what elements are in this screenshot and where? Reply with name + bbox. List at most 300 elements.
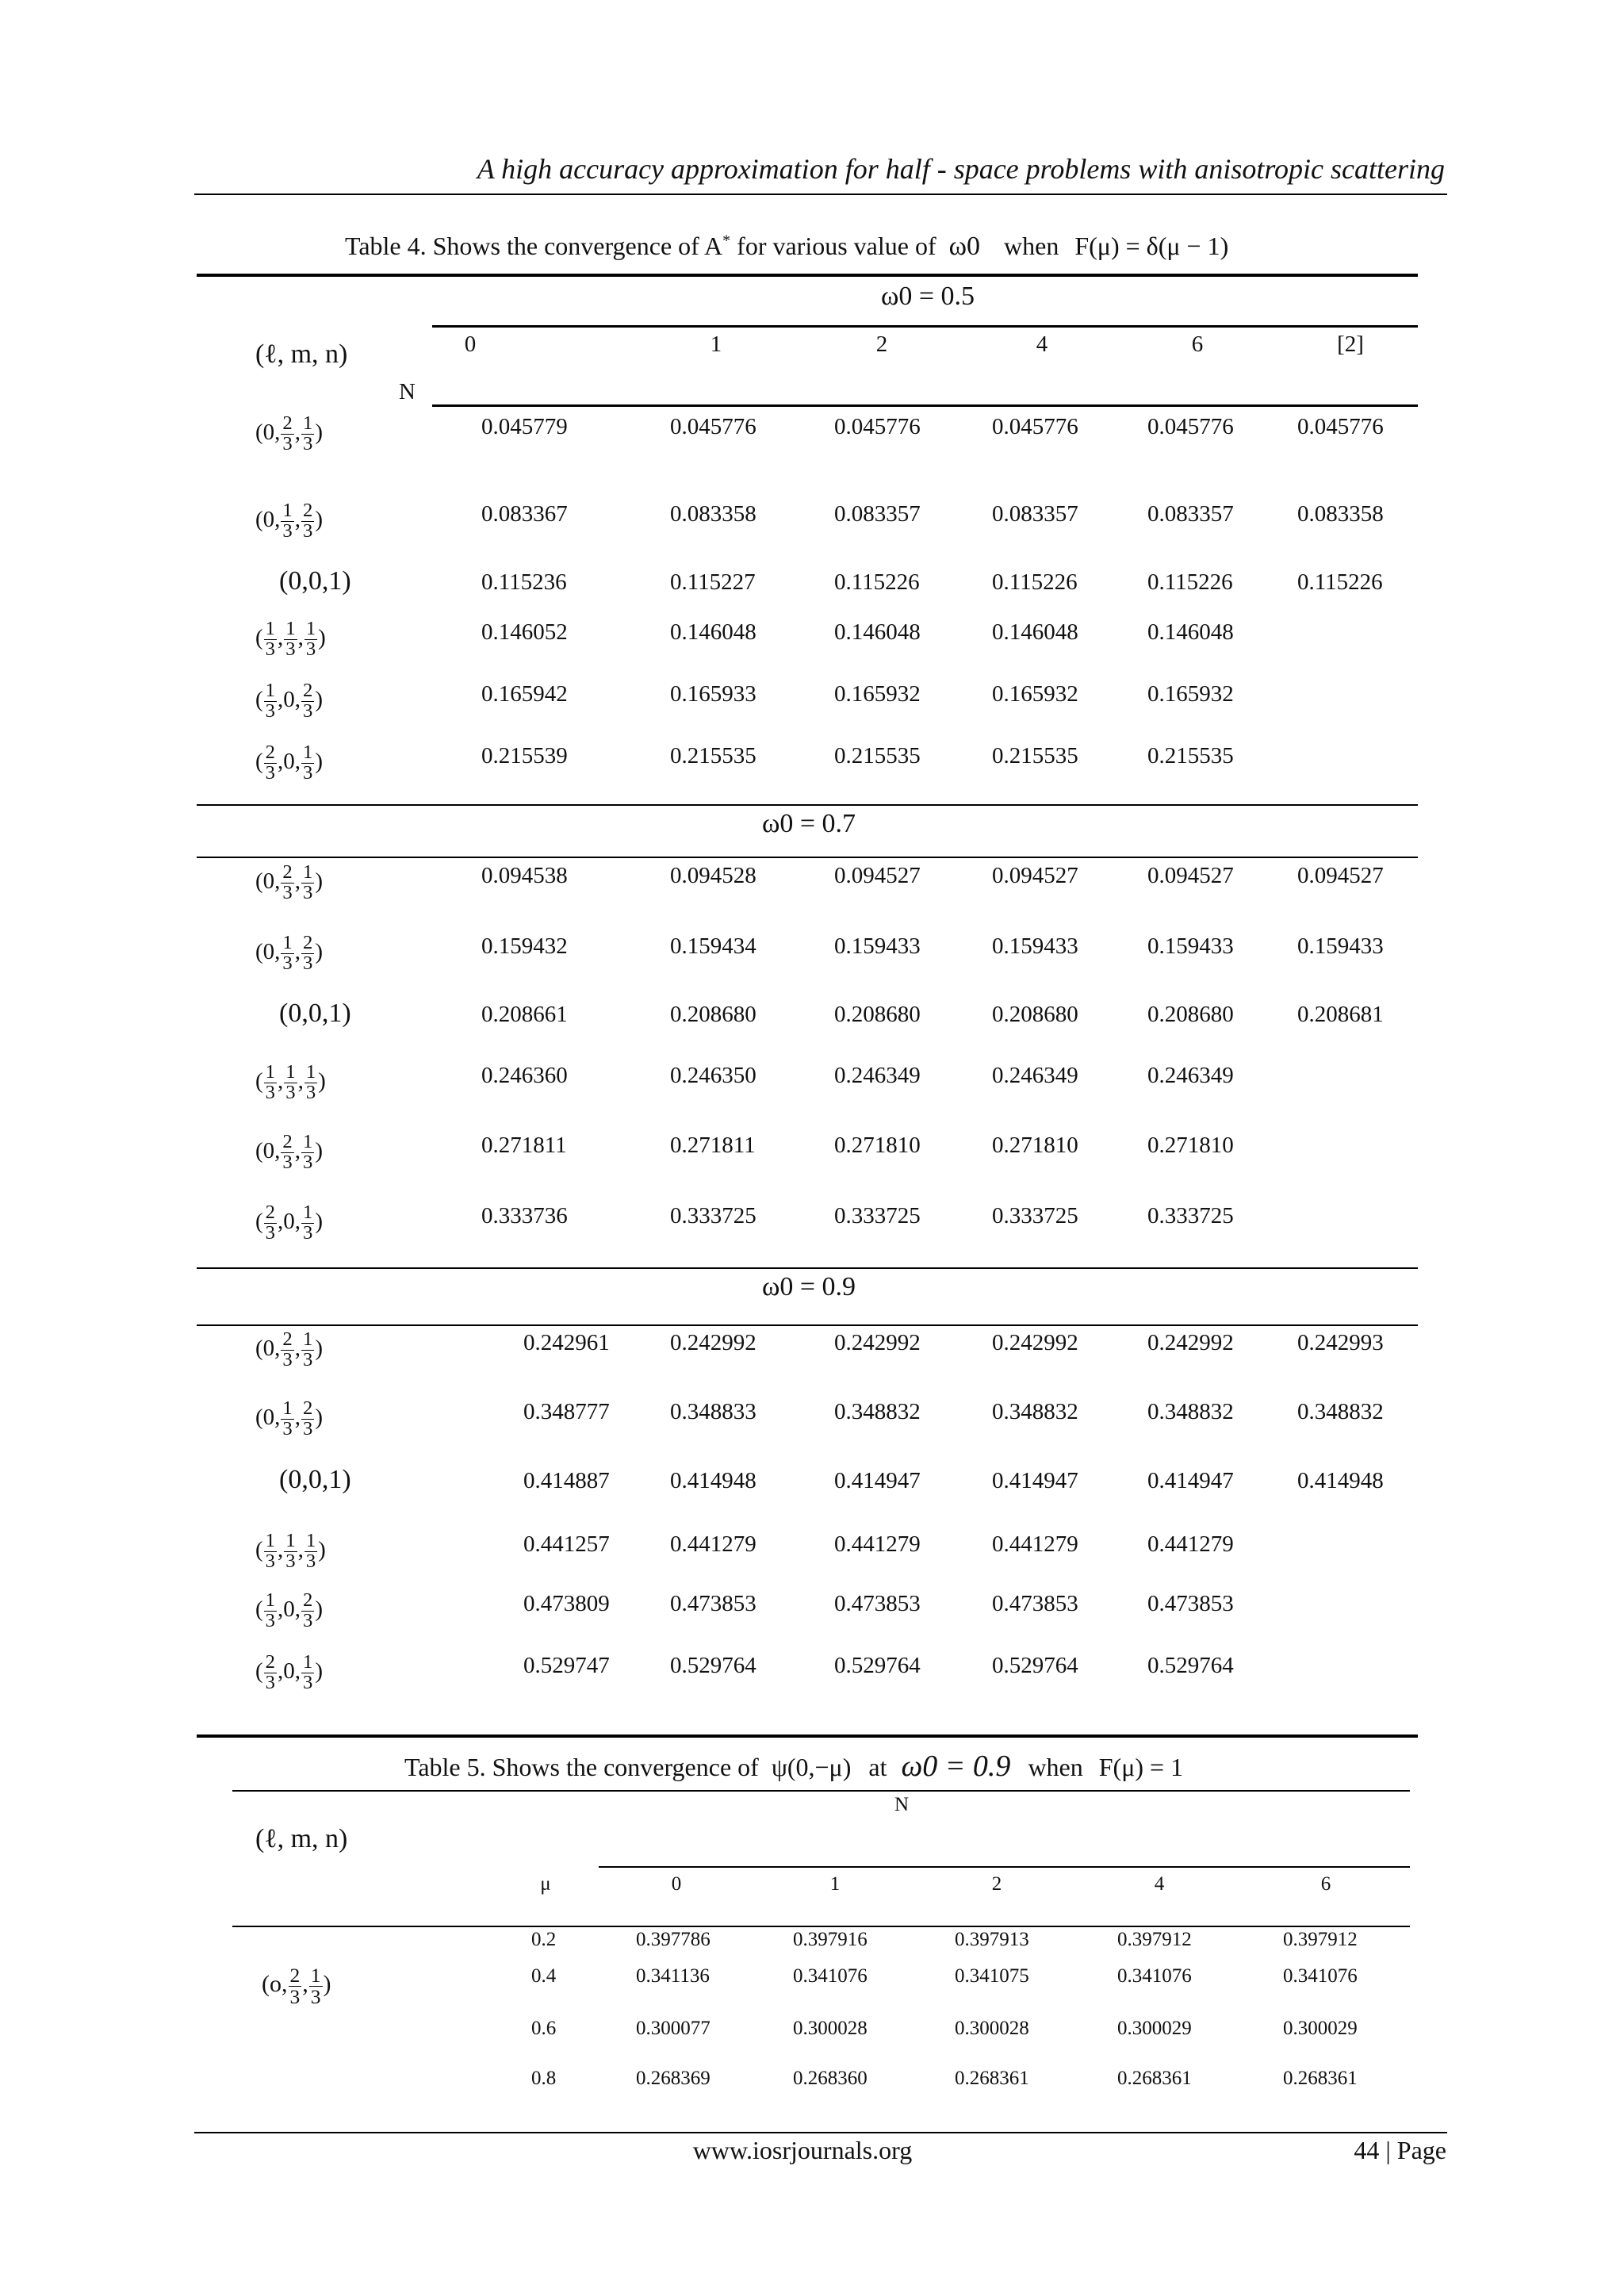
lmn-part: ,0, <box>278 686 301 712</box>
table-cell: 0.414948 <box>1297 1468 1384 1493</box>
table-cell: 0.146048 <box>834 619 921 645</box>
table5-caption-prefix: Table 5. Shows the convergence of <box>404 1753 765 1781</box>
table-cell: 0.165933 <box>670 681 756 707</box>
table-cell: 0.083357 <box>992 501 1078 527</box>
table5-col-6: 6 <box>1320 1873 1331 1895</box>
lmn-part: (0, <box>255 506 281 532</box>
table-cell: 0.083358 <box>670 501 756 527</box>
table-cell: 0.115227 <box>670 569 756 595</box>
footer-url[interactable]: www.iosrjournals.org <box>692 2136 913 2164</box>
lmn-part: ) <box>323 1970 331 1997</box>
table-cell: 0.045779 <box>481 414 568 439</box>
table-cell: 0.215535 <box>992 743 1078 769</box>
lmn-part: ) <box>315 748 323 774</box>
frac-den: 3 <box>265 1609 275 1631</box>
table-cell: 0.115226 <box>992 569 1078 595</box>
mu-cell: 0.6 <box>531 2018 557 2039</box>
table-row <box>0 1399 1624 1447</box>
lmn-part: ) <box>315 419 323 445</box>
table5-n-header: N <box>894 1794 910 1815</box>
lmn-part: ) <box>315 868 323 894</box>
table-cell: 0.441279 <box>1147 1531 1234 1557</box>
table-cell: 0.414948 <box>670 1468 756 1493</box>
table-cell: 0.473853 <box>1147 1591 1234 1616</box>
table-cell: 0.242992 <box>834 1330 921 1355</box>
table-cell: 0.333736 <box>481 1203 568 1228</box>
row-lmn-label <box>255 1063 326 1102</box>
lmn-part: (o, <box>262 1970 288 1997</box>
table-cell: 0.268361 <box>1283 2068 1358 2089</box>
lmn-part: ) <box>318 1068 326 1094</box>
row-lmn-label <box>255 414 323 454</box>
fraction <box>281 501 293 541</box>
table-cell: 0.094527 <box>992 863 1078 888</box>
frac-den: 3 <box>303 432 313 454</box>
table4-n-header: N <box>399 379 416 404</box>
frac-den: 3 <box>265 1081 275 1103</box>
table-cell: 0.242992 <box>670 1330 756 1355</box>
table-row <box>0 501 1624 549</box>
table4-caption-omega: ω0 <box>948 232 981 261</box>
lmn-part: ) <box>315 1658 323 1684</box>
frac-den: 3 <box>265 638 275 660</box>
table-cell: 0.341076 <box>1283 1965 1358 1987</box>
frac-den: 3 <box>303 1348 313 1370</box>
table-cell: 0.045776 <box>834 414 921 439</box>
table-cell: 0.215539 <box>481 743 568 769</box>
lmn-part: ( <box>255 1536 263 1562</box>
table-row <box>0 999 1624 1049</box>
frac-den: 3 <box>305 1550 316 1572</box>
table4-caption-prefix: Table 4. Shows the convergence of A <box>345 232 723 260</box>
table-cell: 0.341136 <box>636 1965 710 1987</box>
frac-den: 3 <box>303 952 313 974</box>
fraction <box>281 1330 293 1370</box>
mu-cell: 0.4 <box>531 1965 557 1987</box>
table5-caption <box>404 1749 1183 1784</box>
table4-block2-omega: ω0 = 0.7 <box>761 809 856 838</box>
lmn-part: ) <box>315 686 323 712</box>
frac-num: 1 <box>282 932 293 953</box>
table-cell: 0.268369 <box>636 2068 710 2089</box>
table5-col-4: 4 <box>1154 1873 1165 1895</box>
lmn-part: , <box>297 1068 304 1094</box>
table-row <box>0 414 1624 462</box>
table-cell: 0.146052 <box>481 619 568 645</box>
frac-num: 1 <box>265 1530 275 1551</box>
frac-num: 2 <box>303 1589 313 1611</box>
table-cell: 0.473853 <box>670 1591 756 1616</box>
table-cell: 0.115226 <box>834 569 920 595</box>
frac-num: 1 <box>285 1061 296 1083</box>
lmn-part: ( <box>255 1658 263 1684</box>
frac-den: 3 <box>285 638 296 660</box>
table-cell: 0.146048 <box>670 619 756 645</box>
table-cell: 0.300029 <box>1117 2018 1192 2039</box>
frac-num: 2 <box>282 412 293 434</box>
row-lmn-label <box>255 1653 323 1692</box>
row-lmn-label <box>279 1465 351 1495</box>
frac-den: 3 <box>282 432 293 454</box>
lmn-part: ,0, <box>278 1208 301 1234</box>
table-cell: 0.165942 <box>481 681 568 707</box>
lmn-part: ,0, <box>278 748 301 774</box>
lmn-part: ) <box>315 1208 323 1234</box>
lmn-part: , <box>278 1068 284 1094</box>
table-cell: 0.529764 <box>1147 1653 1234 1678</box>
fraction <box>301 501 314 541</box>
lmn-part: (0, <box>255 1137 281 1163</box>
table-cell: 0.268360 <box>793 2068 868 2089</box>
table-cell: 0.215535 <box>670 743 756 769</box>
table-cell: 0.094527 <box>834 863 921 888</box>
table5-caption-at: at <box>868 1753 887 1781</box>
fraction <box>284 1531 297 1571</box>
table-cell: 0.300029 <box>1283 2018 1358 2039</box>
row-lmn-label <box>255 863 323 903</box>
table4-col-2: 2 <box>875 332 888 357</box>
lmn-text: (0,0,1) <box>279 1465 351 1494</box>
table-cell: 0.271811 <box>670 1133 756 1158</box>
fraction <box>284 1063 297 1102</box>
table-cell: 0.271810 <box>834 1133 921 1158</box>
footer-page: 44 | Page <box>1354 2136 1446 2164</box>
frac-den: 3 <box>265 1550 275 1572</box>
table-cell: 0.341076 <box>1117 1965 1192 1987</box>
fraction <box>304 1063 317 1102</box>
fraction <box>304 1531 317 1571</box>
table-cell: 0.115226 <box>1297 569 1383 595</box>
table4-col-6: 6 <box>1191 332 1204 357</box>
lmn-part: ( <box>255 1208 263 1234</box>
table4-omega-rule <box>432 325 1418 328</box>
fraction <box>264 1591 277 1631</box>
table-cell: 0.094527 <box>1297 863 1384 888</box>
table-cell: 0.271811 <box>481 1133 567 1158</box>
lmn-part: ) <box>318 1536 326 1562</box>
table-cell: 0.246360 <box>481 1063 568 1088</box>
table-cell: 0.333725 <box>992 1203 1078 1228</box>
row-lmn-label <box>255 1399 323 1439</box>
lmn-part: ) <box>315 1137 323 1163</box>
table-cell: 0.414947 <box>992 1468 1078 1493</box>
table-cell: 0.045776 <box>1147 414 1234 439</box>
frac-num: 1 <box>265 680 275 701</box>
table-row <box>0 1591 1624 1639</box>
table-cell: 0.146048 <box>1147 619 1234 645</box>
table-cell: 0.159433 <box>834 933 921 959</box>
frac-num: 1 <box>285 618 296 639</box>
frac-den: 3 <box>265 1671 275 1693</box>
table4-bottom-rule <box>197 1734 1418 1738</box>
row-lmn-label <box>255 681 323 721</box>
frac-num: 2 <box>303 500 313 521</box>
table4-caption <box>345 232 1228 262</box>
fraction <box>304 619 317 659</box>
frac-num: 2 <box>303 680 313 701</box>
table-cell: 0.159434 <box>670 933 756 959</box>
fraction <box>264 1203 277 1243</box>
table-cell: 0.242992 <box>992 1330 1078 1355</box>
table-cell: 0.083367 <box>481 501 568 527</box>
table-cell: 0.300028 <box>793 2018 868 2039</box>
lmn-part: ,0, <box>278 1596 301 1622</box>
fraction <box>301 1133 314 1172</box>
table-cell: 0.333725 <box>670 1203 756 1228</box>
frac-den: 3 <box>282 952 293 974</box>
lmn-part: ( <box>255 748 263 774</box>
frac-den: 3 <box>303 881 313 903</box>
lmn-part: ( <box>255 686 263 712</box>
table-cell: 0.333725 <box>1147 1203 1234 1228</box>
table4-header-rule <box>432 404 1418 407</box>
fraction <box>264 743 277 783</box>
table-row <box>0 566 1624 617</box>
table-row <box>0 1531 1624 1579</box>
table-cell: 0.208681 <box>1297 1002 1384 1027</box>
frac-den: 3 <box>305 1081 316 1103</box>
table-cell: 0.348832 <box>992 1399 1078 1424</box>
lmn-part: ( <box>255 1068 263 1094</box>
table-cell: 0.397916 <box>793 1929 868 1950</box>
table-row <box>0 1653 1624 1700</box>
table-cell: 0.348777 <box>523 1399 610 1424</box>
fraction <box>264 1653 277 1692</box>
table-cell: 0.246349 <box>992 1063 1078 1088</box>
frac-den: 3 <box>303 519 313 542</box>
frac-num: 2 <box>282 861 293 883</box>
fraction <box>301 1591 314 1631</box>
table-cell: 0.414947 <box>834 1468 921 1493</box>
lmn-part: , <box>294 1335 301 1361</box>
lmn-part: (0, <box>255 419 281 445</box>
row-lmn-label <box>255 933 323 973</box>
lmn-part: , <box>294 1404 301 1430</box>
table5-caption-F: F(μ) = 1 <box>1098 1753 1184 1781</box>
frac-num: 2 <box>289 1964 301 1987</box>
table-row <box>0 2018 1624 2049</box>
frac-den: 3 <box>303 761 313 784</box>
frac-num: 2 <box>265 1202 275 1223</box>
table5-caption-psi: ψ(0,−μ) <box>771 1753 852 1781</box>
table-cell: 0.271810 <box>992 1133 1078 1158</box>
table-cell: 0.529764 <box>834 1653 921 1678</box>
table4-top-rule <box>197 274 1418 277</box>
row-lmn-label <box>255 1591 323 1631</box>
lmn-part: , <box>278 624 284 650</box>
table4-col-1: 1 <box>710 332 722 357</box>
table-cell: 0.300077 <box>636 2018 710 2039</box>
fraction <box>264 619 277 659</box>
row-lmn-label <box>279 999 351 1029</box>
table-cell: 0.441279 <box>992 1531 1078 1557</box>
lmn-part: , <box>294 1137 301 1163</box>
frac-num: 1 <box>265 618 275 639</box>
table-row <box>0 863 1624 910</box>
fraction <box>301 1653 314 1692</box>
frac-den: 3 <box>305 638 316 660</box>
table-row <box>0 1203 1624 1251</box>
lmn-part: ) <box>315 1404 323 1430</box>
table-row <box>0 681 1624 729</box>
table5-caption-when: when <box>1028 1753 1083 1781</box>
lmn-part: ) <box>318 624 326 650</box>
frac-den: 3 <box>282 519 293 542</box>
table-row <box>0 619 1624 667</box>
lmn-part: , <box>294 938 301 964</box>
table-cell: 0.246350 <box>670 1063 756 1088</box>
frac-num: 2 <box>303 932 313 953</box>
frac-den: 3 <box>303 1151 313 1173</box>
lmn-text: (0,0,1) <box>279 566 351 596</box>
frac-den: 3 <box>303 1671 313 1693</box>
table4-col-4: 4 <box>1036 332 1048 357</box>
frac-den: 3 <box>303 700 313 722</box>
frac-num: 1 <box>305 618 316 639</box>
table-cell: 0.208680 <box>992 1002 1078 1027</box>
row-lmn-label <box>255 1133 323 1172</box>
row-lmn-label <box>279 566 351 596</box>
header-rule <box>194 194 1447 195</box>
frac-num: 2 <box>303 1397 313 1419</box>
table-cell: 0.397912 <box>1117 1929 1192 1950</box>
table-cell: 0.215535 <box>834 743 921 769</box>
lmn-part: , <box>278 1536 284 1562</box>
frac-den: 3 <box>265 1221 275 1244</box>
table-cell: 0.083357 <box>834 501 921 527</box>
table-cell: 0.045776 <box>670 414 756 439</box>
fraction <box>281 933 293 973</box>
table-cell: 0.159432 <box>481 933 568 959</box>
lmn-part: , <box>297 1536 304 1562</box>
frac-num: 1 <box>303 412 313 434</box>
fraction <box>301 681 314 721</box>
table-cell: 0.159433 <box>992 933 1078 959</box>
table-cell: 0.159433 <box>1297 933 1384 959</box>
table-cell: 0.397786 <box>636 1929 710 1950</box>
lmn-part: ( <box>255 624 263 650</box>
table4-block3-start-rule <box>197 1324 1418 1326</box>
table-cell: 0.208680 <box>1147 1002 1234 1027</box>
frac-num: 1 <box>282 1397 293 1419</box>
table-cell: 0.348833 <box>670 1399 756 1424</box>
row-lmn-label <box>255 619 326 659</box>
frac-den: 3 <box>303 1221 313 1244</box>
table-row <box>0 1330 1624 1378</box>
frac-den: 3 <box>282 1151 293 1173</box>
table-cell: 0.165932 <box>992 681 1078 707</box>
fraction <box>264 1531 277 1571</box>
table-cell: 0.341075 <box>955 1965 1029 1987</box>
frac-num: 1 <box>310 1964 321 1987</box>
lmn-part: , <box>294 506 301 532</box>
table-cell: 0.083358 <box>1297 501 1384 527</box>
table4-col-0: 0 <box>464 332 477 357</box>
table4-col-ref2: [2] <box>1337 332 1364 357</box>
table-row <box>0 1133 1624 1180</box>
table-cell: 0.246349 <box>1147 1063 1234 1088</box>
table-cell: 0.045776 <box>992 414 1078 439</box>
row-lmn-label <box>255 1531 326 1571</box>
frac-den: 3 <box>303 1609 313 1631</box>
table-cell: 0.208661 <box>481 1002 568 1027</box>
fraction <box>301 933 314 973</box>
table5-mu-header: μ <box>540 1873 551 1895</box>
table-cell: 0.115226 <box>1147 569 1233 595</box>
table4-caption-sup: * <box>722 232 731 250</box>
table-cell: 0.242992 <box>1147 1330 1234 1355</box>
frac-den: 3 <box>310 1984 321 2008</box>
lmn-text: (0,0,1) <box>279 999 351 1028</box>
fraction <box>301 414 314 454</box>
table-cell: 0.348832 <box>1147 1399 1234 1424</box>
frac-num: 2 <box>265 1651 275 1673</box>
frac-den: 3 <box>282 1417 293 1439</box>
table4-caption-mid: for various value of <box>730 232 943 260</box>
frac-num: 1 <box>265 1061 275 1083</box>
lmn-part: , <box>297 624 304 650</box>
table-row <box>0 1465 1624 1516</box>
table4-block1-omega: ω0 = 0.5 <box>880 282 975 311</box>
frac-den: 3 <box>285 1081 296 1103</box>
table-cell: 0.045776 <box>1297 414 1384 439</box>
frac-num: 1 <box>303 861 313 883</box>
fraction <box>301 863 314 903</box>
frac-num: 1 <box>282 500 293 521</box>
footer-rule <box>194 2132 1447 2133</box>
table-row <box>0 1965 1624 1997</box>
table-cell: 0.529747 <box>523 1653 610 1678</box>
table-row <box>0 743 1624 791</box>
table5-n-rule <box>599 1866 1410 1868</box>
table-cell: 0.397913 <box>955 1929 1029 1950</box>
table4-caption-when: when <box>1004 232 1059 260</box>
lmn-part: ) <box>315 1596 323 1622</box>
table-cell: 0.441257 <box>523 1531 610 1557</box>
frac-num: 1 <box>265 1589 275 1611</box>
table-cell: 0.215535 <box>1147 743 1234 769</box>
table-cell: 0.208680 <box>670 1002 756 1027</box>
lmn-part: ,0, <box>278 1658 301 1684</box>
frac-num: 2 <box>282 1328 293 1350</box>
table-cell: 0.242961 <box>523 1330 610 1355</box>
frac-num: 1 <box>303 1328 313 1350</box>
table-cell: 0.529764 <box>992 1653 1078 1678</box>
table-cell: 0.242993 <box>1297 1330 1384 1355</box>
row-lmn-label <box>255 1203 323 1243</box>
table-cell: 0.348832 <box>834 1399 921 1424</box>
table4-caption-F: F(μ) = δ(μ − 1) <box>1074 232 1229 260</box>
row-lmn-label <box>255 501 323 541</box>
frac-den: 3 <box>289 1984 301 2008</box>
frac-num: 1 <box>305 1061 316 1083</box>
fraction <box>301 1399 314 1439</box>
table5-col-1: 1 <box>829 1873 841 1895</box>
lmn-part: ) <box>315 938 323 964</box>
table-cell: 0.268361 <box>1117 2068 1192 2089</box>
table-cell: 0.473853 <box>992 1591 1078 1616</box>
fraction <box>284 619 297 659</box>
table5-col-0: 0 <box>671 1873 682 1895</box>
table-cell: 0.165932 <box>1147 681 1234 707</box>
lmn-part: , <box>294 868 301 894</box>
lmn-part: (0, <box>255 1335 281 1361</box>
table5-col-2: 2 <box>991 1873 1002 1895</box>
table-cell: 0.094538 <box>481 863 568 888</box>
mu-cell: 0.8 <box>531 2068 557 2089</box>
table-cell: 0.208680 <box>834 1002 921 1027</box>
table-cell: 0.083357 <box>1147 501 1234 527</box>
